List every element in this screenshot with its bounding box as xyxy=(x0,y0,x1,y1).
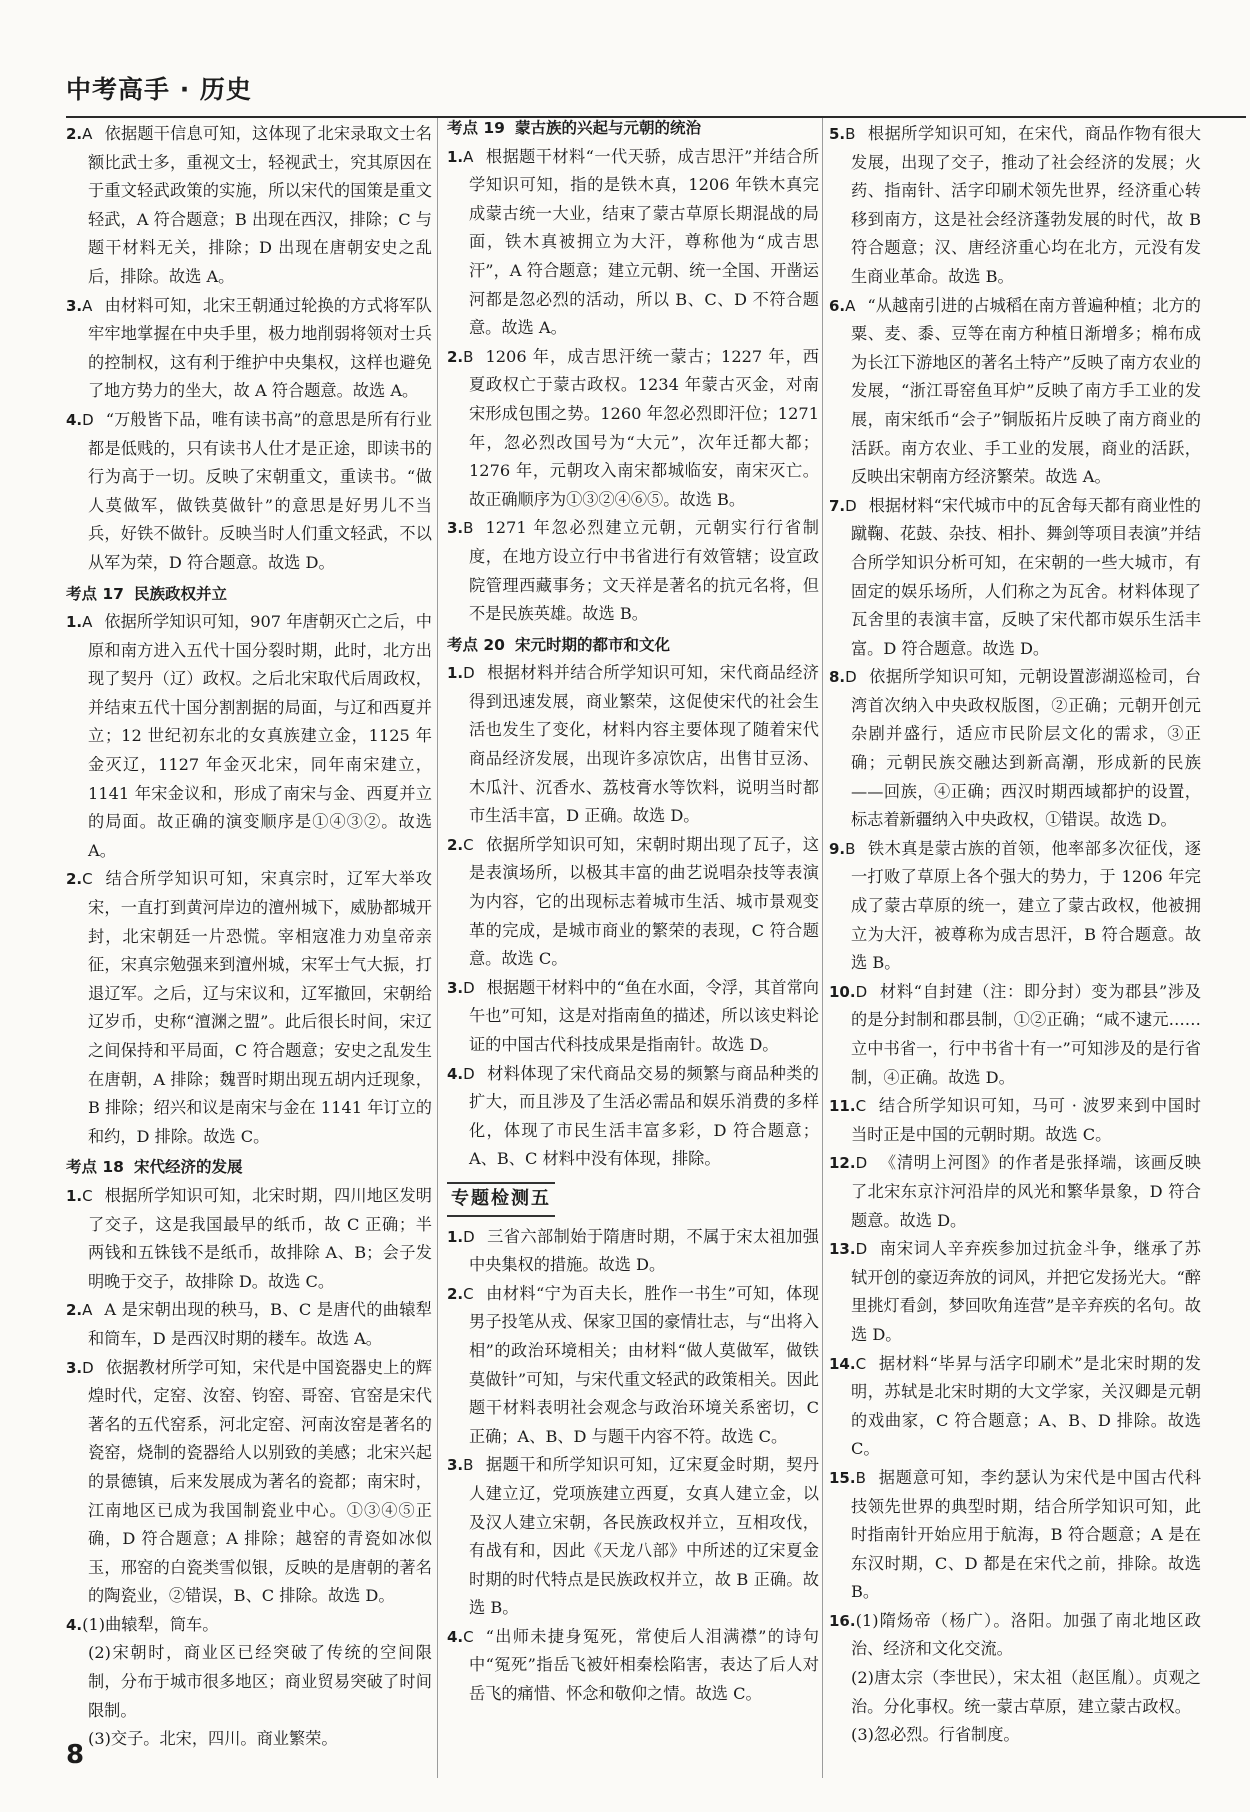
answer-item xyxy=(829,1350,1201,1464)
answer-item xyxy=(66,1611,432,1640)
answer-item xyxy=(66,120,432,292)
answer-choice: D xyxy=(82,1358,94,1377)
answer-number: 1. xyxy=(66,613,83,632)
answer-explanation: 根据所学知识可知，北宋时期，四川地区发明了交子，这是我国最早的纸币，故 C 正确；半两钱和五铢钱不是纸币，故排除 A、B；会子发明晚于交子，故排除 D。故选 C。 xyxy=(88,1185,432,1291)
answer-explanation: 根据材料并结合所学知识可知，宋代商品经济得到迅速发展，商业繁荣，这促使宋代的社会生活也发生了变化，材料内容主要体现了随着宋代商品经济发展，出现许多凉饮店，出售甘豆汤、木瓜汁、沉香水、荔枝膏水等饮料，说明当时都市生活丰富，D 正确。故选 D。 xyxy=(469,663,819,826)
answer-explanation: 结合所学知识可知，马可 · 波罗来到中国时当时正是中国的元朝时期。故选 C。 xyxy=(851,1096,1201,1144)
answer-explanation: (1)曲辕犁，筒车。 xyxy=(82,1614,219,1634)
answer-item xyxy=(447,343,819,515)
answer-item xyxy=(66,1182,432,1296)
answer-choice: B xyxy=(845,125,856,143)
answer-explanation: 依据所学知识可知，907 年唐朝灭亡之后，中原和南方进入五代十国分裂时期，此时，北方出现了契丹（辽）政权。之后北宋取代后周政权，并结束五代十国分割割据的局面，与辽和西夏并立；12 世纪初东北的女真族建立金，1125 年金灭辽，1127 年金灭北宋，同年南宋建立，1141 年宋金议和，形成了南宋与金、西夏并立的局面。故正确的演变顺序是①④③②。故选 A。 xyxy=(88,612,432,860)
answer-item xyxy=(66,406,432,578)
answer-number: 4. xyxy=(66,1615,83,1634)
answer-number: 2. xyxy=(66,870,83,889)
answer-explanation: 结合所学知识可知，宋真宗时，辽军大举攻宋，一直打到黄河岸边的澶州城下，威胁都城开封，北宋朝廷一片恐慌。宰相寇准力劝皇帝亲征，宋真宗勉强来到澶州城，宋军士气大振，打退辽军。之后，辽与宋议和，辽军撤回，宋朝给辽岁币，史称“澶渊之盟”。此后很长时间，宋辽之间保持和平局面，C 符合题意；安史之乱发生在唐朝，A 排除；魏晋时期出现五胡内迁现象，B 排除；绍兴和议是南宋与金在 1141 年订立的和约，D 排除。故选 C。 xyxy=(88,869,432,1146)
answer-explanation: 依据所学知识可知，宋朝时期出现了瓦子，这是表演场所，以极其丰富的曲艺说唱杂技等表演为内容，它的出现标志着城市生活、城市景观变革的完成，是城市商业的繁荣的表现，C 符合题意。故选 C。 xyxy=(469,834,819,969)
header-title: 中考高手 · 历史 xyxy=(66,75,252,104)
answer-choice: A xyxy=(82,125,93,143)
answer-explanation: 根据材料“宋代城市中的瓦舍每天都有商业性的蹴鞠、花鼓、杂技、相扑、舞剑等项目表演”并结合所学知识分析可知，在宋朝的一些大城市，有固定的娱乐场所，人们称之为瓦舍。材料体现了瓦舍里的表演丰富，反映了宋代都市娱乐生活丰富。D 符合题意。故选 D。 xyxy=(851,495,1201,658)
answer-number: 16. xyxy=(829,1611,856,1630)
answer-item xyxy=(829,1235,1201,1349)
column-1 xyxy=(66,120,432,1754)
answer-explanation: 1206 年，成吉思汗统一蒙古；1227 年，西夏政权亡于蒙古政权。1234 年蒙古灭金，对南宋形成包围之势。1260 年忽必烈即汗位；1271 年，忽必烈改国号为“大元”，次年迁都大都；1276 年，元朝攻入南宋都城临安，南宋灭亡。故正确顺序为①③②④⑥⑤。故选 B。 xyxy=(469,346,819,509)
answer-number: 8. xyxy=(829,668,846,687)
section-heading-18: 考点 18 宋代经济的发展 xyxy=(66,1158,243,1177)
answer-choice: C xyxy=(463,835,474,854)
answer-choice: C xyxy=(855,1354,867,1373)
answer-explanation: 由材料“宁为百夫长，胜作一书生”可知，体现男子投笔从戎、保家卫国的豪情壮志，与“出将入相”的政治环境相关；由材料“做人莫做军，做铁莫做针”可知，与宋代重文轻武的政策相关。因此题干材料表明社会观念与政治环境关系密切，C 正确；A、B、D 与题干内容不符。故选 C。 xyxy=(469,1283,819,1446)
answer-item xyxy=(829,1607,1201,1664)
answer-explanation: 根据所学知识可知，在宋代，商品作物有很大发展，出现了交子，推动了社会经济的发展；火药、指南针、活字印刷术领先世界，经济重心转移到南方，这是社会经济蓬勃发展的时代，故 B 符合题意；汉、唐经济重心均在北方，元没有发生商业革命。故选 B。 xyxy=(851,124,1201,286)
answer-number: 5. xyxy=(829,125,846,143)
answer-explanation: A 是宋朝出现的秧马，B、C 是唐代的曲辕犁和筒车，D 是西汉时期的耧车。故选 A。 xyxy=(88,1300,432,1348)
answer-item xyxy=(66,1296,432,1353)
answer-choice: D xyxy=(463,1064,475,1083)
answer-explanation: “从越南引进的占城稻在南方普遍种植；北方的粟、麦、黍、豆等在南方种植日渐增多；棉布成为长江下游地区的著名土特产”反映了南方农业的发展，“浙江哥窑鱼耳炉”反映了南方手工业的发展，南宋纸币“会子”铜版拓片反映了南方商业的活跃。南方农业、手工业的发展，商业的活跃，反映出宋朝南方经济繁荣。故选 A。 xyxy=(851,295,1201,487)
answer-subpart: (3)忽必烈。行省制度。 xyxy=(851,1725,1020,1745)
answer-number: 1. xyxy=(447,1227,464,1246)
answer-choice: C xyxy=(463,1627,474,1646)
answer-choice: C xyxy=(82,1186,93,1205)
answer-item xyxy=(829,1149,1201,1235)
answer-explanation: 三省六部制始于隋唐时期，不属于宋太祖加强中央集权的措施。故选 D。 xyxy=(469,1226,819,1275)
answer-number: 3. xyxy=(447,519,464,538)
answer-number: 3. xyxy=(447,978,464,997)
answer-explanation: 据材料“毕昇与活字印刷术”是北宋时期的发明，苏轼是北宋时期的大文学家，关汉卿是元朝的戏曲家，C 符合题意；A、B、D 排除。故选 C。 xyxy=(851,1353,1201,1459)
answer-choice: B xyxy=(463,347,474,366)
column-3 xyxy=(829,120,1201,1750)
answer-number: 1. xyxy=(447,147,464,166)
answer-number: 4. xyxy=(66,410,83,429)
answer-choice: D xyxy=(855,1240,868,1259)
answer-explanation: 材料体现了宋代商品交易的频繁与商品种类的扩大，而且涉及了生活必需品和娱乐消费的多样化，体现了市民生活丰富多彩，D 符合题意；A、B、C 材料中没有体现，排除。 xyxy=(469,1063,819,1169)
answer-number: 12. xyxy=(829,1154,856,1173)
answer-choice: B xyxy=(463,519,474,538)
answer-subpart: (3)交子。北宋，四川。商业繁荣。 xyxy=(88,1729,338,1749)
section-heading-20: 考点 20 宋元时期的都市和文化 xyxy=(447,635,670,654)
answer-explanation: “万般皆下品，唯有读书高”的意思是所有行业都是低贱的，只有读书人仕才是正途，即读书的行为高于一切。反映了宋朝重文，重读书。“做人莫做军，做铁莫做针”的意思是好男儿不当兵，好铁不做针。反映当时人们重文轻武，不以从军为荣，D 符合题意。故选 D。 xyxy=(88,409,432,572)
answer-number: 3. xyxy=(66,1358,83,1377)
answer-explanation: 南宋词人辛弃疾参加过抗金斗争，继承了苏轼开创的豪迈奔放的词风，并把它发扬光大。“醉里挑灯看剑，梦回吹角连营”是辛弃疾的名句。故选 D。 xyxy=(851,1239,1201,1344)
answer-item xyxy=(66,608,432,865)
section-heading-19: 考点 19 蒙古族的兴起与元朝的统治 xyxy=(447,119,701,137)
answer-choice: C xyxy=(855,1097,867,1116)
answer-choice: A xyxy=(463,147,474,166)
answer-explanation: 材料“自封建（注：即分封）变为郡县”涉及的是分封制和郡县制，①②正确；“咸不逮元……立中书省一，行中书省十有一”可知涉及的是行省制，④正确。故选 D。 xyxy=(851,981,1201,1087)
answer-item xyxy=(829,292,1201,492)
answer-number: 11. xyxy=(829,1097,856,1116)
answer-item xyxy=(66,292,432,406)
answer-number: 2. xyxy=(66,125,83,143)
answer-number: 7. xyxy=(829,496,846,515)
answer-item xyxy=(829,663,1201,835)
answer-item xyxy=(447,514,819,628)
answer-explanation: 依据所学知识可知，元朝设置澎湖巡检司，台湾首次纳入中央政权版图，②正确；元朝开创元杂剧并盛行，适应市民阶层文化的需求，③正确；元朝民族交融达到新高潮，形成新的民族——回族，④正确；西汉时期西域都护的设置，标志着新疆纳入中央政权，①错误。故选 D。 xyxy=(851,667,1201,830)
answer-item xyxy=(829,120,1201,292)
answer-item xyxy=(447,1623,819,1709)
answer-explanation: 据题干和所学知识可知，辽宋夏金时期，契丹人建立辽，党项族建立西夏，女真人建立金，以及汉人建立宋朝，各民族政权并立，互相攻伐，有战有和，因此《天龙八部》中所述的辽宋夏金时期的时代特点是民族政权并立，故 B 正确。故选 B。 xyxy=(469,1455,819,1618)
answer-choice: A xyxy=(82,296,93,315)
answer-number: 1. xyxy=(447,664,464,683)
answer-item xyxy=(829,1464,1201,1607)
answer-number: 2. xyxy=(447,1284,464,1303)
answer-number: 13. xyxy=(829,1240,856,1259)
answer-number: 15. xyxy=(829,1468,856,1487)
answer-explanation: 据题意可知，李约瑟认为宋代是中国古代科技领先世界的典型时期，结合所学知识可知，此时指南针开始应用于航海，B 符合题意；A 是在东汉时期，C、D 都是在宋代之前，排除。故选 B。 xyxy=(851,1467,1201,1602)
answer-item xyxy=(447,831,819,974)
answer-number: 3. xyxy=(447,1456,464,1475)
special-test-heading: 专题检测五 xyxy=(447,1182,555,1217)
answer-number: 1. xyxy=(66,1186,83,1205)
answer-item xyxy=(66,865,432,1151)
answer-choice: D xyxy=(845,496,857,515)
answer-item xyxy=(447,1280,819,1452)
answer-choice: D xyxy=(463,1227,475,1246)
answer-item xyxy=(829,978,1201,1092)
answer-number: 2. xyxy=(447,347,464,366)
answer-explanation: 根据题干材料“一代天骄，成吉思汗”并结合所学知识可知，指的是铁木真，1206 年铁木真完成蒙古统一大业，结束了蒙古草原长期混战的局面，铁木真被拥立为大汗，尊称他为“成吉思汗”，A 符合题意；建立元朝、统一全国、开凿运河都是忽必烈的活动，所以 B、C、D 不符合题意。故选 A。 xyxy=(469,146,819,338)
answer-subpart: (2)宋朝时，商业区已经突破了传统的空间限制，分布于城市很多地区；商业贸易突破了时间限制。 xyxy=(88,1643,432,1720)
answer-explanation: (1)隋炀帝（杨广）。洛阳。加强了南北地区政治、经济和文化交流。 xyxy=(851,1610,1201,1659)
answer-choice: D xyxy=(855,1154,868,1173)
answer-choice: C xyxy=(463,1284,474,1303)
answer-explanation: 根据题干材料中的“鱼在水面，令浮，其首常向午也”可知，这是对指南鱼的描述，所以该史料论证的中国古代科技成果是指南针。故选 D。 xyxy=(469,977,819,1054)
answer-choice: B xyxy=(463,1456,474,1475)
answer-item xyxy=(829,1092,1201,1149)
answer-choice: B xyxy=(845,839,856,858)
answer-item xyxy=(829,835,1201,978)
answer-number: 2. xyxy=(447,835,464,854)
answer-number: 6. xyxy=(829,296,846,315)
answer-choice: D xyxy=(463,664,475,683)
answer-choice: D xyxy=(82,410,94,429)
page-header xyxy=(66,70,1246,110)
answer-item xyxy=(829,492,1201,664)
answer-number: 4. xyxy=(447,1064,464,1083)
answer-explanation: 《清明上河图》的作者是张择端，该画反映了北宋东京汴河沿岸的风光和繁华景象，D 符合题意。故选 D。 xyxy=(851,1153,1201,1230)
answer-explanation: “出师未捷身冤死，常使后人泪满襟”的诗句中“冤死”指岳飞被奸相秦桧陷害，表达了后人对岳飞的痛惜、怀念和敬仰之情。故选 C。 xyxy=(469,1626,819,1704)
answer-item xyxy=(447,1223,819,1280)
answer-choice: A xyxy=(845,296,856,315)
answer-number: 9. xyxy=(829,839,846,858)
answer-choice: B xyxy=(855,1468,866,1487)
column-2 xyxy=(447,120,819,1709)
answer-choice: D xyxy=(463,978,475,997)
answer-explanation: 依据教材所学可知，宋代是中国瓷器史上的辉煌时代，定窑、汝窑、钧窑、哥窑、官窑是宋代著名的五代窑系，河北定窑、河南汝窑是著名的瓷窑，烧制的瓷器给人以别致的美感；北宋兴起的景德镇，后来发展成为著名的瓷都；南宋时，江南地区已成为我国制瓷业中心。①③④⑤正确，D 符合题意；A 排除；越窑的青瓷如冰似玉，邢窑的白瓷类雪似银，反映的是唐朝的著名的陶瓷业，②错误，B、C 排除。故选 D。 xyxy=(88,1357,432,1606)
answer-choice: D xyxy=(855,982,868,1001)
answer-number: 14. xyxy=(829,1354,856,1373)
answer-item xyxy=(447,1451,819,1623)
answer-choice: C xyxy=(82,870,93,889)
answer-number: 3. xyxy=(66,296,83,315)
answer-number: 2. xyxy=(66,1301,83,1320)
answer-choice: A xyxy=(82,1301,93,1320)
answer-item xyxy=(447,974,819,1060)
answer-item xyxy=(447,659,819,831)
answer-item xyxy=(66,1354,432,1611)
answer-explanation: 由材料可知，北宋王朝通过轮换的方式将军队牢牢地掌握在中央手里，极力地削弱将领对士兵的控制权，这有利于维护中央集权，这样也避免了地方势力的坐大，故 A 符合题意。故选 A。 xyxy=(88,295,432,401)
section-heading-17: 考点 17 民族政权并立 xyxy=(66,584,227,603)
answer-number: 4. xyxy=(447,1627,464,1646)
answer-explanation: 依据题干信息可知，这体现了北宋录取文士名额比武士多，重视文士，轻视武士，究其原因在于重文轻武政策的实施，所以宋代的国策是重文轻武，A 符合题意；B 出现在西汉，排除；C 与题干材料无关，排除；D 出现在唐朝安史之乱后，排除。故选 A。 xyxy=(88,124,432,286)
answer-explanation: 1271 年忽必烈建立元朝，元朝实行行省制度，在地方设立行中书省进行有效管辖；设宣政院管理西藏事务；文天祥是著名的抗元名将，但不是民族英雄。故选 B。 xyxy=(469,518,819,624)
answer-choice: A xyxy=(82,613,93,632)
page-number: 8 xyxy=(66,1740,85,1770)
answer-item xyxy=(447,143,819,343)
answer-item xyxy=(447,1060,819,1174)
answer-choice: D xyxy=(845,668,857,687)
column-divider-2 xyxy=(822,118,823,1778)
answer-subpart: (2)唐太宗（李世民），宋太祖（赵匡胤）。贞观之治。分化事权。统一蒙古草原，建立蒙古政权。 xyxy=(851,1668,1201,1716)
answer-number: 10. xyxy=(829,982,856,1001)
answer-explanation: 铁木真是蒙古族的首领，他率部多次征伐，逐一打败了草原上各个强大的势力，于 1206 年完成了蒙古草原的统一，建立了蒙古政权，他被拥立为大汗，被尊称为成吉思汗，B 符合题意。故选 B。 xyxy=(851,838,1201,973)
column-divider-1 xyxy=(437,118,438,1778)
